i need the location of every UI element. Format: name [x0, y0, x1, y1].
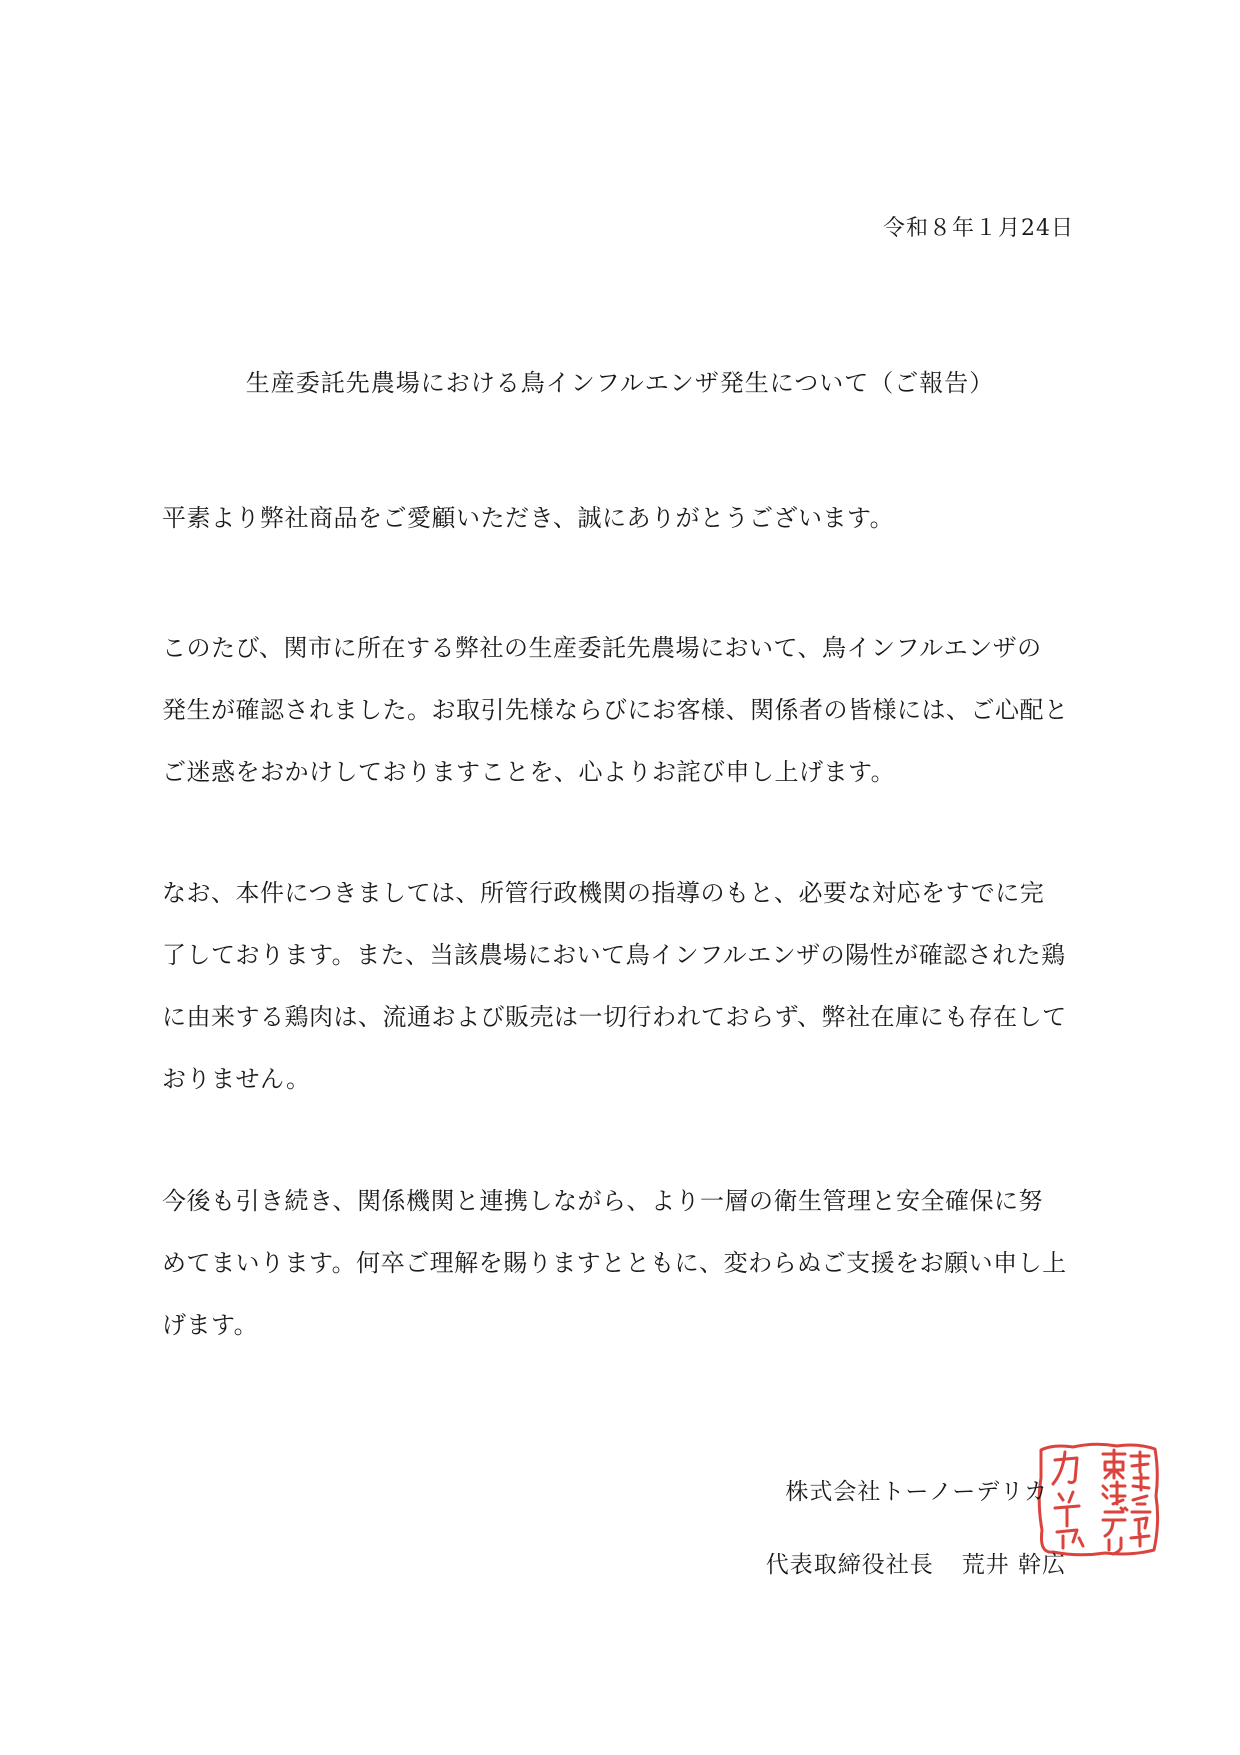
paragraph-line: このたび、関市に所在する弊社の生産委託先農場において、鳥インフルエンザの [162, 634, 1042, 662]
document-title: 生産委託先農場における鳥インフルエンザ発生について（ご報告） [245, 369, 995, 397]
paragraph-response [162, 862, 1067, 1110]
paragraph-line: おりません。 [162, 1065, 311, 1093]
paragraph-line: めてまいります。何卒ご理解を賜りますとともに、変わらぬご支援をお願い申し上 [162, 1249, 1067, 1277]
signer-position: 代表取締役社長 [765, 1552, 934, 1578]
paragraph-line: げます。 [162, 1311, 259, 1339]
paragraph-closing [162, 1170, 1067, 1356]
paragraph-line: 発生が確認されました。お取引先様ならびにお客様、関係者の皆様には、ご心配と [162, 696, 1069, 724]
company-seal-stamp [1033, 1438, 1163, 1563]
company-name: 株式会社トーノーデリカ [785, 1479, 1048, 1505]
seal-stamp-icon [1033, 1438, 1163, 1563]
paragraph-line: なお、本件につきましては、所管行政機関の指導のもと、必要な対応をすでに完 [162, 879, 1045, 907]
paragraph-line: に由来する鶏肉は、流通および販売は一切行われておらず、弊社在庫にも存在して [162, 1003, 1067, 1031]
paragraph-apology [162, 617, 1069, 803]
paragraph-line: 平素より弊社商品をご愛顧いただき、誠にありがとうございます。 [162, 504, 895, 532]
signer-block [766, 1546, 1066, 1579]
signer-name: 荒井 幹広 [961, 1552, 1066, 1578]
document-date: 令和８年１月24日 [883, 216, 1074, 241]
paragraph-line: 了しております。また、当該農場において鳥インフルエンザの陽性が確認された鶏 [162, 941, 1066, 969]
paragraph-greeting [162, 487, 1062, 549]
paragraph-line: ご迷惑をおかけしておりますことを、心よりお詫び申し上げます。 [162, 758, 896, 786]
paragraph-line: 今後も引き続き、関係機関と連携しながら、より一層の衛生管理と安全確保に努 [162, 1187, 1044, 1215]
